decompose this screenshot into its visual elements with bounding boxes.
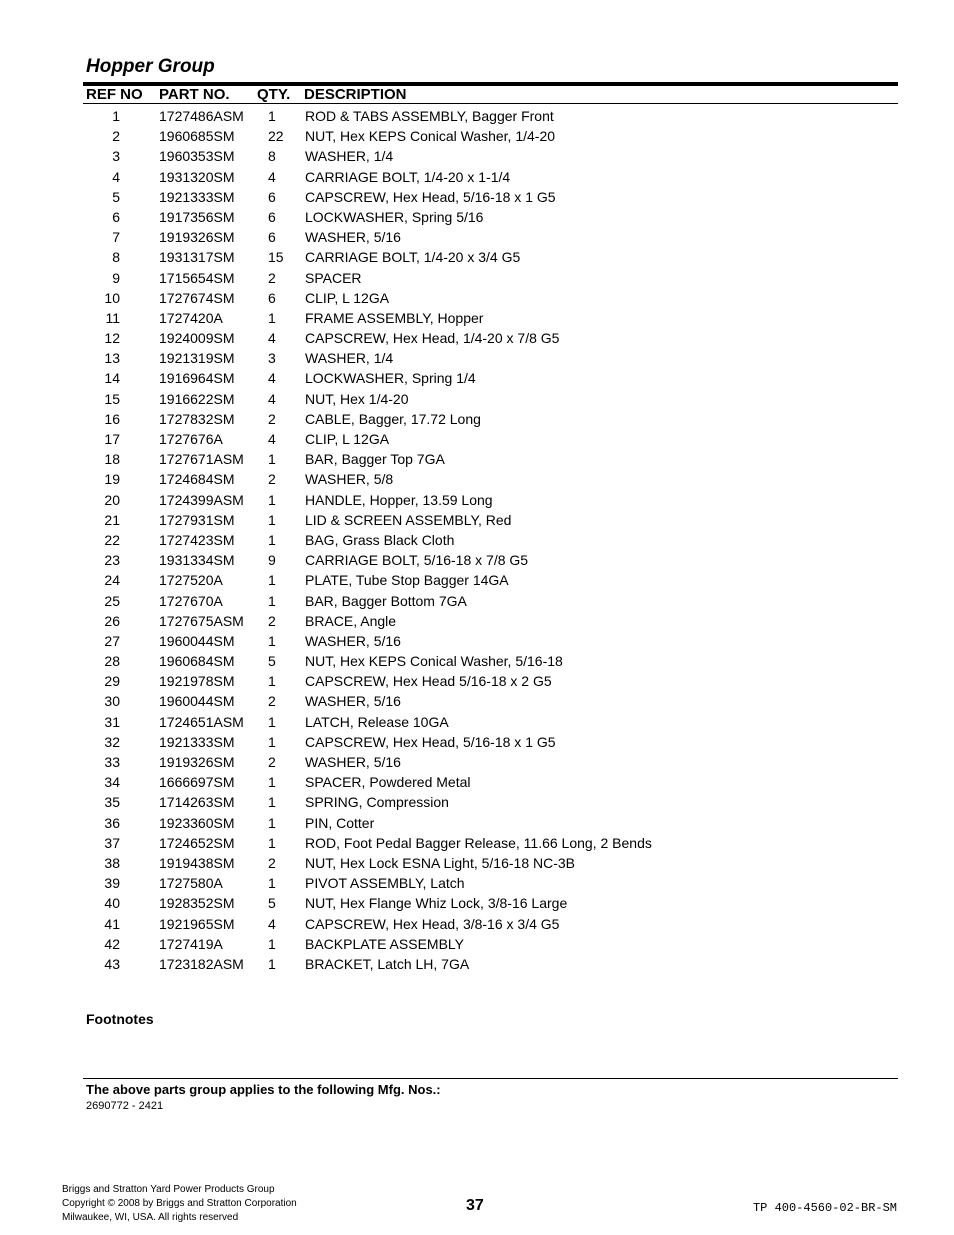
- qty-cell: 1: [268, 511, 276, 528]
- part-no-cell: 1727671ASM: [159, 451, 244, 468]
- description-cell: CAPSCREW, Hex Head, 3/8-16 x 3/4 G5: [305, 915, 560, 932]
- table-row: [0, 712, 954, 732]
- header-qty: QTY.: [257, 86, 291, 103]
- part-no-cell: 1921333SM: [159, 188, 235, 205]
- table-row: [0, 611, 954, 631]
- part-no-cell: 1727931SM: [159, 511, 235, 528]
- qty-cell: 2: [268, 471, 276, 488]
- table-row: [0, 409, 954, 429]
- table-row: [0, 853, 954, 873]
- qty-cell: 1: [268, 451, 276, 468]
- description-cell: CARRIAGE BOLT, 1/4-20 x 1-1/4: [305, 168, 511, 185]
- part-no-cell: 1931317SM: [159, 249, 235, 266]
- table-row: [0, 247, 954, 267]
- qty-cell: 1: [268, 875, 276, 892]
- ref-no-cell: 5: [112, 188, 120, 205]
- description-cell: CARRIAGE BOLT, 5/16-18 x 7/8 G5: [305, 552, 529, 569]
- description-cell: WASHER, 5/16: [305, 229, 401, 246]
- ref-no-cell: 8: [112, 249, 120, 266]
- qty-cell: 6: [268, 208, 276, 225]
- document-number: TP 400-4560-02-BR-SM: [752, 1201, 897, 1215]
- ref-no-cell: 22: [104, 531, 120, 548]
- table-row: [0, 914, 954, 934]
- description-cell: CLIP, L 12GA: [305, 289, 390, 306]
- ref-no-cell: 2: [112, 128, 120, 145]
- qty-cell: 1: [268, 935, 276, 952]
- header-rule: [83, 103, 898, 104]
- part-no-cell: 1921333SM: [159, 733, 235, 750]
- ref-no-cell: 18: [104, 451, 120, 468]
- ref-no-cell: 34: [104, 774, 120, 791]
- part-no-cell: 1727670A: [159, 592, 223, 609]
- description-cell: SPACER: [305, 269, 362, 286]
- qty-cell: 1: [268, 592, 276, 609]
- header-part-no: PART NO.: [159, 86, 230, 103]
- part-no-cell: 1960684SM: [159, 653, 235, 670]
- description-cell: CAPSCREW, Hex Head, 5/16-18 x 1 G5: [305, 188, 556, 205]
- description-cell: NUT, Hex Lock ESNA Light, 5/16-18 NC-3B: [305, 854, 576, 871]
- ref-no-cell: 10: [104, 289, 120, 306]
- part-no-cell: 1919326SM: [159, 754, 235, 770]
- description-cell: LOCKWASHER, Spring 1/4: [305, 370, 476, 387]
- description-cell: BAG, Grass Black Cloth: [305, 531, 455, 548]
- table-row: [0, 429, 954, 449]
- ref-no-cell: 21: [104, 511, 120, 528]
- ref-no-cell: 20: [104, 491, 120, 508]
- table-row: [0, 732, 954, 752]
- description-cell: BRACKET, Latch LH, 7GA: [305, 955, 470, 972]
- part-no-cell: 1928352SM: [159, 895, 235, 912]
- footer-location: Milwaukee, WI, USA. All rights reserved: [62, 1212, 239, 1223]
- qty-cell: 5: [268, 895, 276, 912]
- qty-cell: 1: [268, 733, 276, 750]
- ref-no-cell: 29: [104, 673, 120, 690]
- page-title: Hopper Group: [86, 56, 215, 77]
- qty-cell: 1: [268, 834, 276, 851]
- qty-cell: 4: [268, 370, 276, 387]
- part-no-cell: 1666697SM: [159, 774, 235, 791]
- part-no-cell: 1727420A: [159, 309, 223, 326]
- part-no-cell: 1921965SM: [159, 915, 235, 932]
- table-row: [0, 813, 954, 833]
- qty-cell: 1: [268, 713, 276, 730]
- qty-cell: 1: [268, 531, 276, 548]
- table-row: [0, 631, 954, 651]
- table-row: [0, 348, 954, 368]
- part-no-cell: 1931334SM: [159, 552, 235, 569]
- qty-cell: 1: [268, 491, 276, 508]
- qty-cell: 1: [268, 673, 276, 690]
- description-cell: NUT, Hex KEPS Conical Washer, 1/4-20: [305, 128, 556, 145]
- qty-cell: 1: [268, 955, 276, 972]
- description-cell: BAR, Bagger Top 7GA: [305, 451, 445, 468]
- part-no-cell: 1727520A: [159, 572, 223, 589]
- part-no-cell: 1727486ASM: [159, 108, 244, 124]
- qty-cell: 4: [268, 390, 276, 407]
- ref-no-cell: 4: [112, 168, 120, 185]
- ref-no-cell: 17: [104, 431, 120, 447]
- parts-table: [0, 106, 954, 974]
- ref-no-cell: 32: [104, 733, 120, 750]
- part-no-cell: 1727580A: [159, 875, 223, 892]
- ref-no-cell: 43: [104, 955, 120, 972]
- table-row: [0, 469, 954, 489]
- description-cell: CAPSCREW, Hex Head 5/16-18 x 2 G5: [305, 673, 552, 690]
- ref-no-cell: 14: [104, 370, 120, 387]
- description-cell: CABLE, Bagger, 17.72 Long: [305, 410, 481, 427]
- qty-cell: 2: [268, 854, 276, 871]
- description-cell: SPRING, Compression: [305, 794, 449, 811]
- footer-copyright: Copyright © 2008 by Briggs and Stratton Corporation: [62, 1198, 297, 1209]
- mfg-rule: [83, 1078, 898, 1079]
- description-cell: NUT, Hex Flange Whiz Lock, 3/8-16 Large: [305, 895, 568, 912]
- part-no-cell: 1921319SM: [159, 350, 235, 367]
- description-cell: SPACER, Powdered Metal: [305, 774, 471, 791]
- qty-cell: 22: [268, 128, 284, 145]
- table-row: [0, 227, 954, 247]
- footer-company: Briggs and Stratton Yard Power Products Group: [62, 1184, 275, 1195]
- table-row: [0, 328, 954, 348]
- part-no-cell: 1724652SM: [159, 834, 235, 851]
- ref-no-cell: 6: [112, 208, 120, 225]
- table-row: [0, 106, 954, 126]
- qty-cell: 1: [268, 572, 276, 589]
- qty-cell: 4: [268, 915, 276, 932]
- ref-no-cell: 16: [104, 410, 120, 427]
- part-no-cell: 1724399ASM: [159, 491, 244, 508]
- part-no-cell: 1714263SM: [159, 794, 235, 811]
- ref-no-cell: 42: [104, 935, 120, 952]
- description-cell: WASHER, 5/8: [305, 471, 394, 488]
- ref-no-cell: 15: [104, 390, 120, 407]
- table-row: [0, 591, 954, 611]
- ref-no-cell: 33: [104, 754, 120, 770]
- ref-no-cell: 40: [104, 895, 120, 912]
- table-row: [0, 187, 954, 207]
- table-row: [0, 893, 954, 913]
- description-cell: BAR, Bagger Bottom 7GA: [305, 592, 467, 609]
- qty-cell: 1: [268, 794, 276, 811]
- part-no-cell: 1924009SM: [159, 330, 235, 347]
- table-row: [0, 691, 954, 711]
- description-cell: ROD & TABS ASSEMBLY, Bagger Front: [305, 108, 554, 124]
- table-row: [0, 671, 954, 691]
- description-cell: ROD, Foot Pedal Bagger Release, 11.66 Long, 2 Bends: [305, 834, 652, 851]
- description-cell: BRACE, Angle: [305, 612, 397, 629]
- qty-cell: 8: [268, 148, 276, 165]
- part-no-cell: 1727419A: [159, 935, 223, 952]
- ref-no-cell: 24: [104, 572, 120, 589]
- table-row: [0, 490, 954, 510]
- ref-no-cell: 23: [104, 552, 120, 569]
- description-cell: WASHER, 5/16: [305, 693, 401, 710]
- qty-cell: 1: [268, 774, 276, 791]
- part-no-cell: 1727674SM: [159, 289, 235, 306]
- table-row: [0, 288, 954, 308]
- table-row: [0, 308, 954, 328]
- ref-no-cell: 37: [104, 834, 120, 851]
- part-no-cell: 1919326SM: [159, 229, 235, 246]
- qty-cell: 2: [268, 754, 276, 770]
- table-row: [0, 570, 954, 590]
- ref-no-cell: 1: [112, 108, 120, 124]
- ref-no-cell: 41: [104, 915, 120, 932]
- part-no-cell: 1723182ASM: [159, 955, 244, 972]
- table-row: [0, 146, 954, 166]
- part-no-cell: 1923360SM: [159, 814, 235, 831]
- description-cell: PIVOT ASSEMBLY, Latch: [305, 875, 465, 892]
- ref-no-cell: 27: [104, 632, 120, 649]
- table-row: [0, 368, 954, 388]
- part-no-cell: 1727675ASM: [159, 612, 244, 629]
- ref-no-cell: 11: [105, 309, 120, 326]
- part-no-cell: 1715654SM: [159, 269, 235, 286]
- ref-no-cell: 12: [104, 330, 120, 347]
- table-row: [0, 651, 954, 671]
- description-cell: FRAME ASSEMBLY, Hopper: [305, 309, 484, 326]
- ref-no-cell: 19: [104, 471, 120, 488]
- description-cell: LOCKWASHER, Spring 5/16: [305, 208, 484, 225]
- qty-cell: 1: [268, 108, 276, 124]
- table-row: [0, 934, 954, 954]
- part-no-cell: 1724651ASM: [159, 713, 244, 730]
- description-cell: CARRIAGE BOLT, 1/4-20 x 3/4 G5: [305, 249, 521, 266]
- description-cell: PLATE, Tube Stop Bagger 14GA: [305, 572, 509, 589]
- ref-no-cell: 36: [104, 814, 120, 831]
- ref-no-cell: 35: [104, 794, 120, 811]
- qty-cell: 2: [268, 269, 276, 286]
- qty-cell: 1: [268, 632, 276, 649]
- description-cell: LATCH, Release 10GA: [305, 713, 449, 730]
- table-row: [0, 389, 954, 409]
- description-cell: HANDLE, Hopper, 13.59 Long: [305, 491, 493, 508]
- ref-no-cell: 38: [104, 854, 120, 871]
- qty-cell: 1: [268, 814, 276, 831]
- header-ref-no: REF NO: [86, 86, 143, 103]
- description-cell: BACKPLATE ASSEMBLY: [305, 935, 464, 952]
- ref-no-cell: 9: [112, 269, 120, 286]
- qty-cell: 4: [268, 330, 276, 347]
- ref-no-cell: 26: [104, 612, 120, 629]
- table-row: [0, 772, 954, 792]
- qty-cell: 6: [268, 289, 276, 306]
- table-row: [0, 752, 954, 772]
- header-description: DESCRIPTION: [304, 86, 407, 103]
- part-no-cell: 1921978SM: [159, 673, 235, 690]
- description-cell: NUT, Hex KEPS Conical Washer, 5/16-18: [305, 653, 563, 670]
- part-no-cell: 1960044SM: [159, 632, 235, 649]
- table-row: [0, 510, 954, 530]
- part-no-cell: 1960685SM: [159, 128, 235, 145]
- description-cell: WASHER, 5/16: [305, 754, 401, 770]
- table-row: [0, 833, 954, 853]
- qty-cell: 9: [268, 552, 276, 569]
- ref-no-cell: 3: [112, 148, 120, 165]
- qty-cell: 4: [268, 431, 276, 447]
- mfg-heading: The above parts group applies to the following Mfg. Nos.:: [86, 1082, 441, 1097]
- part-no-cell: 1960353SM: [159, 148, 235, 165]
- part-no-cell: 1931320SM: [159, 168, 235, 185]
- part-no-cell: 1727832SM: [159, 410, 235, 427]
- part-no-cell: 1917356SM: [159, 208, 235, 225]
- description-cell: WASHER, 5/16: [305, 632, 401, 649]
- qty-cell: 5: [268, 653, 276, 670]
- qty-cell: 2: [268, 410, 276, 427]
- description-cell: CAPSCREW, Hex Head, 5/16-18 x 1 G5: [305, 733, 556, 750]
- mfg-numbers: 2690772 - 2421: [86, 1100, 164, 1112]
- description-cell: CLIP, L 12GA: [305, 431, 390, 447]
- table-row: [0, 167, 954, 187]
- ref-no-cell: 13: [104, 350, 120, 367]
- part-no-cell: 1727676A: [159, 431, 223, 447]
- description-cell: NUT, Hex 1/4-20: [305, 390, 409, 407]
- ref-no-cell: 28: [104, 653, 120, 670]
- part-no-cell: 1727423SM: [159, 531, 235, 548]
- table-row: [0, 268, 954, 288]
- part-no-cell: 1724684SM: [159, 471, 235, 488]
- qty-cell: 4: [268, 168, 276, 185]
- page-number: 37: [466, 1197, 484, 1214]
- table-row: [0, 954, 954, 974]
- ref-no-cell: 31: [104, 713, 120, 730]
- qty-cell: 15: [268, 249, 284, 266]
- table-row: [0, 550, 954, 570]
- description-cell: PIN, Cotter: [305, 814, 375, 831]
- ref-no-cell: 39: [104, 875, 120, 892]
- footnotes-label: Footnotes: [86, 1011, 154, 1027]
- table-row: [0, 792, 954, 812]
- part-no-cell: 1916964SM: [159, 370, 235, 387]
- qty-cell: 3: [268, 350, 276, 367]
- table-row: [0, 449, 954, 469]
- ref-no-cell: 30: [104, 693, 120, 710]
- qty-cell: 1: [268, 309, 276, 326]
- part-no-cell: 1960044SM: [159, 693, 235, 710]
- part-no-cell: 1919438SM: [159, 854, 235, 871]
- description-cell: WASHER, 1/4: [305, 148, 394, 165]
- part-no-cell: 1916622SM: [159, 390, 235, 407]
- table-row: [0, 530, 954, 550]
- table-row: [0, 207, 954, 227]
- qty-cell: 6: [268, 229, 276, 246]
- description-cell: CAPSCREW, Hex Head, 1/4-20 x 7/8 G5: [305, 330, 560, 347]
- description-cell: LID & SCREEN ASSEMBLY, Red: [305, 511, 512, 528]
- ref-no-cell: 25: [104, 592, 120, 609]
- qty-cell: 2: [268, 612, 276, 629]
- description-cell: WASHER, 1/4: [305, 350, 394, 367]
- ref-no-cell: 7: [112, 229, 120, 246]
- table-row: [0, 126, 954, 146]
- qty-cell: 2: [268, 693, 276, 710]
- qty-cell: 6: [268, 188, 276, 205]
- table-row: [0, 873, 954, 893]
